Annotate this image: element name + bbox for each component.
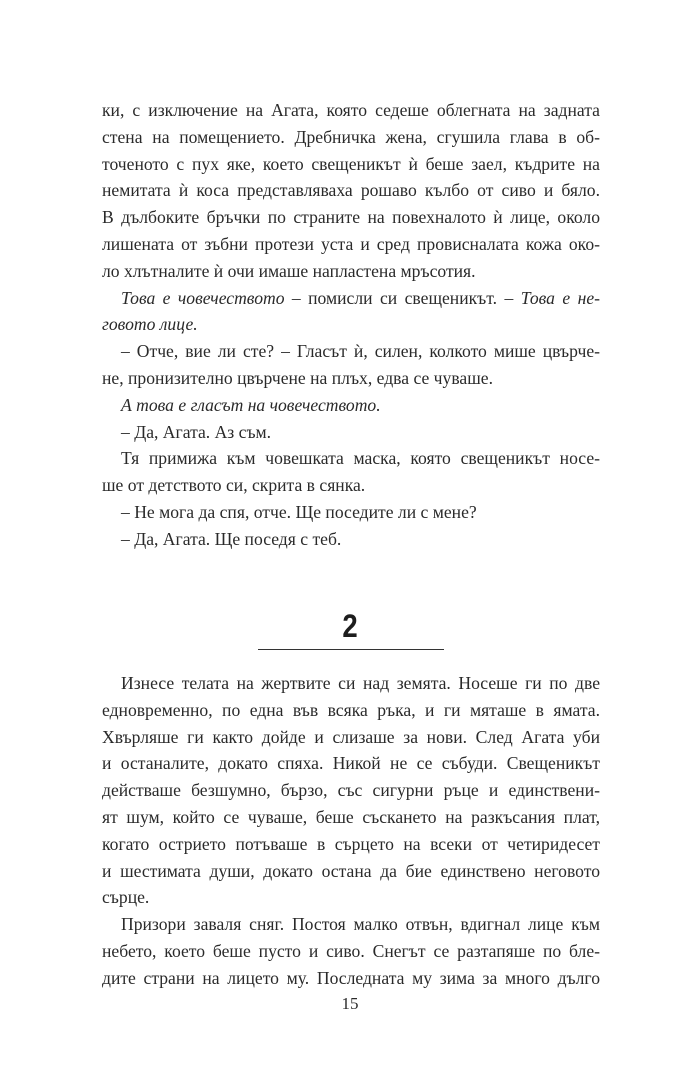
text-line: Изнесе телата на жертвите си над земята. Носеше ги по две — [121, 673, 600, 693]
text-line: – Да, Агата. Ще поседя с теб. — [121, 528, 342, 549]
text-line: – Отче, вие ли сте? – Гласът ѝ, силен, колкото мише цвърче- — [121, 341, 600, 362]
text-line: ло хлътналите ѝ очи имаше напластена мръсотия. — [102, 260, 476, 281]
paragraph-block-chapter — [102, 670, 600, 992]
text-line: В дълбоките бръчки по страните на повехналото ѝ лице, около — [102, 207, 600, 228]
text-line: – Не мога да спя, отче. Ще поседите ли с мене? — [121, 501, 477, 522]
text-line: не, пронизително цвърчене на плъх, едва се чуваше. — [102, 367, 493, 388]
page-number: 15 — [341, 994, 359, 1013]
text-line: Призори заваля сняг. Постоя малко отвън, вдигнал лице към — [121, 914, 600, 935]
text-line: едновременно, по една във всяка ръка, и ги мяташе в ямата. — [102, 699, 600, 720]
text-line: ки, с изключение на Агата, която седеше облегната на задната — [102, 100, 600, 120]
text-line: А това е гласът на човечеството. — [121, 394, 381, 415]
italic-thought: Това е не- — [520, 287, 600, 308]
text-line: небето, което беше пусто и сиво. Снегът се разтапяше по бле- — [102, 940, 600, 961]
text-line: ше от детството си, скрита в сянка. — [102, 475, 366, 496]
text-line: Хвърляше ги както дойде и слизаше за нови. След Агата уби — [102, 726, 600, 747]
text-line: – Да, Агата. Аз съм. — [121, 421, 272, 442]
text-line: немитата ѝ коса представляваха рошаво кълбо от сиво и бяло. — [102, 180, 600, 201]
chapter-divider — [258, 649, 444, 650]
text-line — [102, 285, 600, 312]
text-line: стена на помещението. Дребничка жена, сгушила глава в об- — [102, 126, 600, 147]
text-line: ят шум, който се чуваше, беше съскането на разкъсания плат, — [102, 806, 600, 827]
paragraph-block-top — [102, 97, 600, 553]
text-line: и останалите, докато спяха. Никой не се събуди. Свещеникът — [102, 753, 600, 774]
text-line: Тя примижа към човешката маска, която свещеникът носе- — [121, 448, 600, 469]
narration: – помисли си свещеникът. – — [284, 287, 521, 308]
text-line: действаше безшумно, бързо, със сигурни ръце и единствени- — [102, 780, 600, 801]
text-line: сърце. — [102, 887, 150, 908]
text-line: и шестимата души, докато остана да бие единствено неговото — [102, 860, 600, 881]
chapter-number: 2 — [342, 608, 358, 644]
text-line: лишената от зъбни протези уста и сред провисналата кожа око- — [102, 233, 600, 254]
text-line: дите страни на лицето му. Последната му зима за много дълго — [102, 967, 600, 988]
text-line: говото лице. — [102, 314, 198, 335]
text-line: точеното с пух яке, което свещеникът ѝ беше заел, къдрите на — [102, 153, 600, 174]
italic-thought: Това е човечеството — [121, 287, 285, 308]
text-line: когато острието потъваше в сърцето на всеки от четиридесет — [102, 833, 600, 854]
